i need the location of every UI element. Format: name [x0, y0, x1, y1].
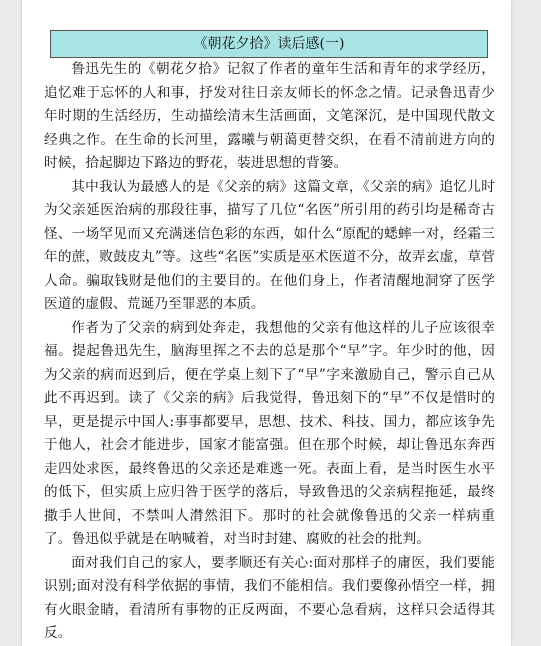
- document-title: 《朝花夕拾》读后感(一): [50, 30, 488, 58]
- document-page: [22, 0, 511, 646]
- paragraph-2: 其中我认为最感人的是《父亲的病》这篇文章，《父亲的病》追忆儿时为父亲延医治病的那段往事，描写了几位“名医”所引用的药引均是稀奇古怪、一场罕见而又充满迷信色彩的东西，如什么“原配的蟋蟀一对，经霜三年的蔗，败鼓皮丸”等。这些“名医”实质是巫术医道不分，故弄玄虚，草菅人命。骗取钱财是他们的主要目的。在他们身上，作者清醒地洞穿了医学医道的虚假、荒诞乃至罪恶的本质。: [44, 178, 495, 312]
- document-body: [44, 58, 495, 646]
- paragraph-4: 面对我们自己的家人，要孝顺还有关心:面对那样子的庸医，我们要能识别;面对没有科学依据的事情，我们不能相信。我们要像孙悟空一样，拥有火眼金睛，看清所有事物的正反两面，不要心急看病，这样只会适得其反。: [44, 554, 495, 641]
- paragraph-1: 鲁迅先生的《朝花夕拾》记叙了作者的童年生活和青年的求学经历，追忆难于忘怀的人和事，抒发对往日亲友师长的怀念之情。记录鲁迅青少年时期的生活经历，生动描绘清末生活画面，文笔深沉，是中国现代散文经典之作。在生命的长河里，露曦与朝蔼更替交织，在看不清前进方向的时候，拾起脚边下路边的野花，装进思想的背篓。: [44, 61, 495, 171]
- paragraph-3: 作者为了父亲的病到处奔走，我想他的父亲有他这样的儿子应该很幸福。提起鲁迅先生，脑海里挥之不去的总是那个“早”字。年少时的他，因为父亲的病而迟到后，便在学桌上刻下了“早”字来激励自己，警示自己从此不再迟到。读了《父亲的病》后我觉得，鲁迅刻下的“早”不仅是惜时的早，更是提示中国人:事事都要早，思想、技术、科技、国力，都应该争先于他人，社会才能进步，国家才能富强。但在那个时候，却让鲁迅东奔西走四处求医，最终鲁迅的父亲还是难逃一死。表面上看，是当时医生水平的低下，但实质上应归咎于医学的落后，导致鲁迅的父亲病程拖延，最终撒手人世间，不禁叫人潸然泪下。那时的社会就像鲁迅的父亲一样病重了。鲁迅似乎就是在呐喊着，对当时封建、腐败的社会的批判。: [44, 319, 495, 547]
